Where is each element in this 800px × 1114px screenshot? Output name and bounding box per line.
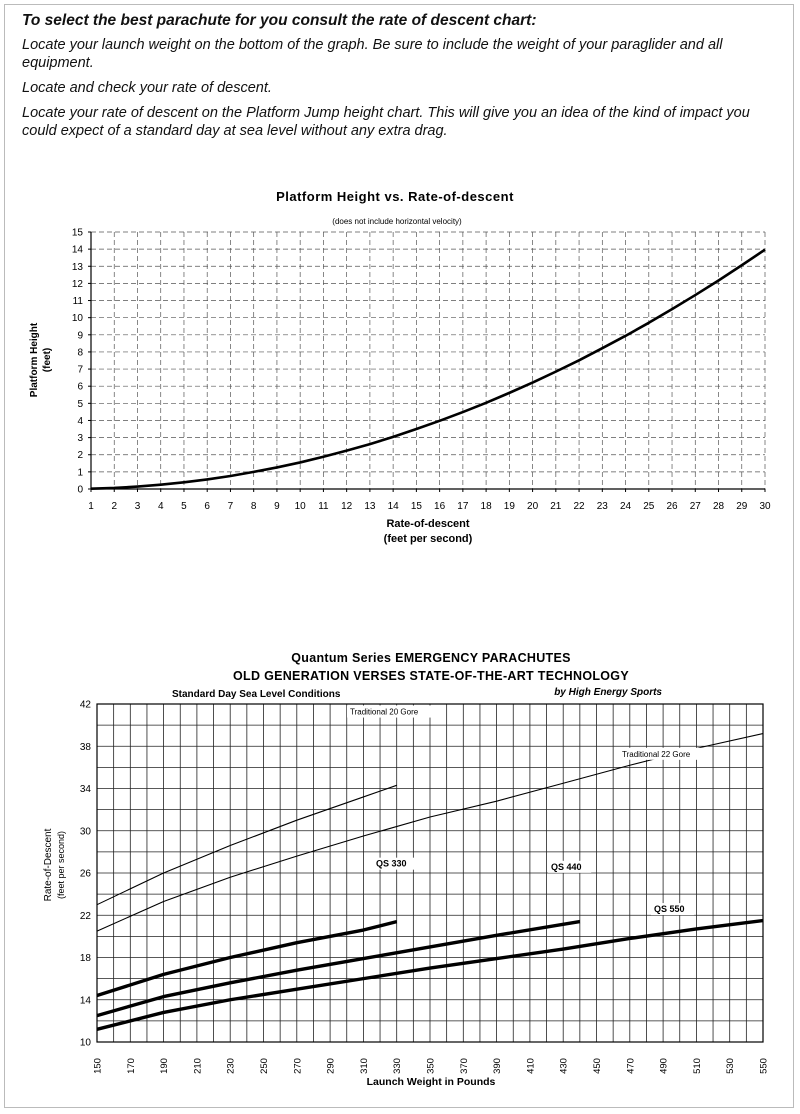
- chart1-xlabel-units: (feet per second): [383, 533, 473, 545]
- chart1-xtick-label: 16: [434, 501, 446, 512]
- chart1-grid: [91, 232, 765, 489]
- chart1-xtick-label: 10: [294, 501, 306, 512]
- chart2-xtick-label: 290: [325, 1058, 337, 1074]
- chart2-xtick-label: 470: [625, 1058, 637, 1074]
- chart1-ytick-label: 8: [77, 347, 83, 359]
- chart1-xtick-label: 23: [596, 501, 608, 512]
- chart1-xtick-label: 20: [527, 501, 539, 512]
- chart1-xtick-label: 13: [364, 501, 376, 512]
- chart1-ytick-label: 12: [71, 278, 83, 290]
- chart1-xtick-label: 24: [619, 501, 632, 512]
- chart1-xtick-label: 26: [666, 501, 678, 512]
- chart1-ytick-label: 9: [77, 330, 83, 342]
- chart1-ytick-label: 4: [77, 415, 83, 427]
- chart1-axes: [72, 228, 771, 513]
- chart2-xtick-label: 230: [225, 1058, 237, 1074]
- chart1-ytick-label: 10: [71, 313, 83, 325]
- chart1-xtick-label: 8: [250, 501, 257, 512]
- chart1-ytick-label: 2: [77, 450, 83, 462]
- chart1-xtick-label: 28: [712, 501, 725, 512]
- chart2-ytick-label: 10: [79, 1037, 91, 1049]
- chart1-ytick-label: 14: [71, 244, 83, 256]
- chart1-xtick-label: 17: [457, 501, 469, 512]
- chart1-xlabel: Rate-of-descent: [386, 518, 470, 530]
- chart2-xtick-label: 390: [492, 1058, 504, 1074]
- chart2-xtick-label: 150: [92, 1058, 104, 1074]
- chart2-ytick-label: 22: [79, 910, 91, 922]
- chart1-xtick-label: 30: [759, 501, 771, 512]
- chart1-ytick-label: 15: [71, 227, 83, 239]
- chart2-title: Quantum Series EMERGENCY PARACHUTES: [291, 651, 571, 665]
- chart2-xlabel: Launch Weight in Pounds: [366, 1076, 496, 1088]
- chart2-ylabel-units: (feet per second): [56, 830, 66, 900]
- chart1-xtick-label: 29: [736, 501, 748, 512]
- chart2-series-label: Traditional 22 Gore: [622, 749, 691, 759]
- chart1-title: Platform Height vs. Rate-of-descent: [276, 189, 514, 204]
- chart1-ytick-label: 7: [77, 364, 83, 376]
- chart1-xtick-label: 22: [573, 501, 585, 512]
- chart1-ytick-label: 13: [71, 261, 83, 273]
- chart2-xtick-label: 170: [125, 1058, 137, 1074]
- chart2-xtick-label: 370: [458, 1058, 470, 1074]
- chart1-xtick-label: 4: [157, 501, 164, 512]
- chart2-xtick-label: 510: [691, 1058, 703, 1074]
- chart1-ylabel-units: (feet): [42, 347, 53, 373]
- chart1-ylabel: Platform Height: [29, 322, 40, 398]
- chart2-ylabel: Rate-of-Descent: [43, 828, 54, 902]
- chart1-xtick-label: 3: [134, 501, 141, 512]
- chart1-xtick-label: 7: [227, 501, 234, 512]
- chart2-xtick-label: 190: [159, 1058, 171, 1074]
- chart2-xtick-label: 330: [392, 1058, 404, 1074]
- chart2-xtick-label: 550: [758, 1058, 770, 1074]
- chart2-xtick-label: 350: [425, 1058, 437, 1074]
- instructions-block: [22, 12, 782, 147]
- chart2-xtick-label: 410: [525, 1058, 537, 1074]
- chart2-note-left: Standard Day Sea Level Conditions: [172, 689, 341, 700]
- chart2-xtick-label: 210: [192, 1058, 204, 1074]
- chart2-xtick-label: 530: [725, 1058, 737, 1074]
- chart2-xtick-label: 490: [658, 1058, 670, 1074]
- chart2-ytick-label: 26: [79, 868, 91, 880]
- chart2-series-label: Traditional 20 Gore: [350, 707, 419, 717]
- parachute-descent-chart: [0, 645, 800, 1105]
- chart2-subtitle: OLD GENERATION VERSES STATE-OF-THE-ART TECHNOLOGY: [233, 669, 629, 683]
- chart2-series-label: QS 330: [376, 858, 407, 869]
- chart1-ytick-label: 0: [77, 484, 83, 496]
- chart1-xtick-label: 12: [341, 501, 353, 512]
- chart1-xtick-label: 27: [689, 501, 701, 512]
- chart1-ytick-label: 11: [72, 296, 83, 308]
- chart2-xtick-label: 310: [358, 1058, 370, 1074]
- chart2-note-right: by High Energy Sports: [554, 687, 662, 698]
- chart1-xtick-label: 25: [643, 501, 655, 512]
- instruction-step: Locate your rate of descent on the Platform Jump height chart. This will give you an idea of the kind of impact you could expect of a standard day at sea level without any extra drag.: [22, 105, 750, 139]
- chart2-ytick-label: 38: [79, 741, 91, 753]
- instruction-step: Locate and check your rate of descent.: [22, 80, 272, 96]
- chart1-xtick-label: 6: [204, 501, 210, 512]
- chart2-ytick-label: 42: [79, 699, 91, 711]
- chart1-xtick-label: 9: [274, 501, 280, 512]
- chart2-series-label: QS 440: [551, 861, 582, 872]
- chart1-xtick-label: 2: [111, 501, 118, 512]
- chart2-ytick-label: 18: [79, 953, 91, 964]
- chart1-ytick-label: 5: [77, 398, 83, 410]
- chart1-xtick-label: 21: [550, 501, 562, 512]
- chart2-ytick-label: 14: [79, 995, 91, 1007]
- chart1-ytick-label: 6: [77, 381, 83, 393]
- chart1-xtick-label: 1: [88, 501, 94, 512]
- chart1-xtick-label: 14: [387, 501, 399, 512]
- chart2-ytick-label: 34: [79, 784, 91, 795]
- chart2-xtick-label: 430: [558, 1058, 570, 1074]
- chart2-xtick-label: 450: [592, 1058, 603, 1074]
- chart1-subtitle: (does not include horizontal velocity): [332, 217, 462, 226]
- chart1-ytick-label: 1: [77, 467, 83, 479]
- instructions-heading: To select the best parachute for you consult the rate of descent chart:: [22, 12, 537, 29]
- chart2-series-label: QS 550: [654, 904, 685, 915]
- chart1-xtick-label: 11: [318, 501, 329, 512]
- chart1-ytick-label: 3: [77, 433, 83, 445]
- chart1-xtick-label: 5: [181, 501, 187, 512]
- chart1-xtick-label: 19: [503, 501, 515, 512]
- chart2-xtick-label: 270: [292, 1058, 304, 1074]
- chart1-xtick-label: 18: [480, 501, 492, 512]
- chart1-xtick-label: 15: [410, 501, 422, 512]
- instruction-step: Locate your launch weight on the bottom of the graph. Be sure to include the weight of your paraglider and all equipment.: [22, 37, 723, 71]
- chart2-xtick-label: 250: [259, 1058, 270, 1074]
- chart2-ytick-label: 30: [79, 826, 91, 838]
